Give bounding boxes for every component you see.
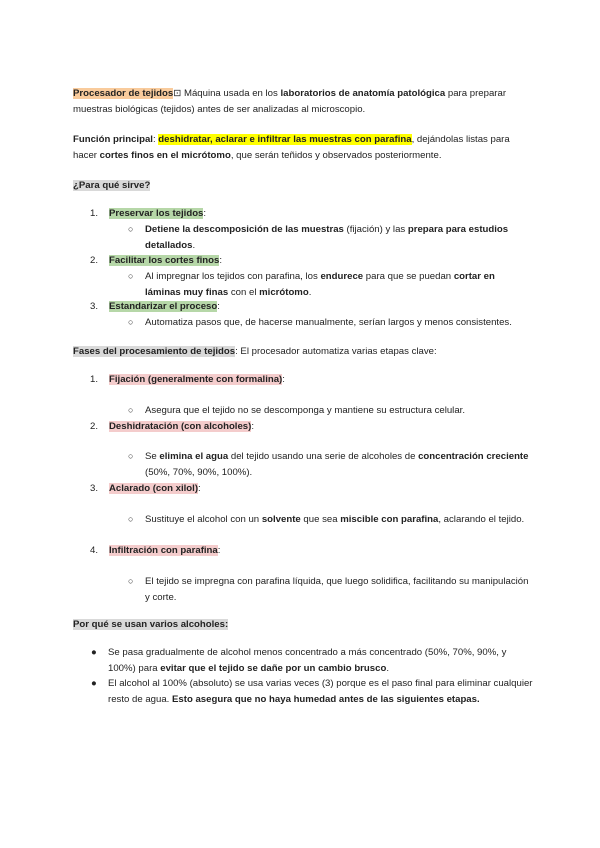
detail-text: Al impregnar los tejidos con parafina, los xyxy=(145,271,321,282)
purpose-item-detail xyxy=(128,315,533,331)
intro-term: Procesador de tejidos xyxy=(73,88,174,99)
sub-bullet-icon: ○ xyxy=(128,451,134,461)
alcohols-heading xyxy=(73,617,533,633)
function-text-1: , dejándolas listas para hacer xyxy=(73,134,510,161)
phase-item-title: Deshidratación (con alcoholes) xyxy=(109,421,252,432)
list-number: 2. xyxy=(90,255,99,266)
detail-bold: solvente xyxy=(261,514,301,525)
function-colon: : xyxy=(152,134,159,145)
phase-item-detail xyxy=(128,449,533,480)
detail-bold: cortar en láminas muy finas xyxy=(145,271,495,298)
purpose-item-title: Estandarizar el proceso xyxy=(109,301,218,312)
bullet-text: El alcohol al 100% (absoluto) se usa varias veces (3) porque es el paso final para eliminar cualquier resto de agua. xyxy=(108,678,533,705)
intro-paragraph xyxy=(73,86,533,117)
detail-bold: Detiene la descomposición de las muestras xyxy=(145,224,344,235)
item-colon: : xyxy=(282,374,285,385)
detail-text: Sustituye el alcohol con un xyxy=(145,514,262,525)
detail-bold: elimina el agua xyxy=(159,451,229,462)
sub-bullet-icon: ○ xyxy=(128,576,134,586)
function-highlight: deshidratar, aclarar e infiltrar las muestras con parafina xyxy=(158,134,412,145)
alcohols-item xyxy=(91,645,533,676)
list-number: 3. xyxy=(90,301,99,312)
detail-bold: miscible con parafina xyxy=(340,514,439,525)
function-paragraph xyxy=(73,132,533,163)
sub-bullet-icon: ○ xyxy=(128,224,134,234)
intro-bold-1: laboratorios de anatomía patológica xyxy=(280,88,446,99)
phase-item-detail xyxy=(128,574,533,605)
detail-bold: micrótomo xyxy=(259,286,309,298)
detail-bold: endurece xyxy=(320,271,364,282)
intro-text-1: Máquina usada en los xyxy=(181,88,281,99)
item-colon: : xyxy=(251,421,255,432)
purpose-heading xyxy=(73,178,533,194)
detail-text: , aclarando el tejido. xyxy=(438,514,525,525)
intro-text-2: para preparar muestras biológicas (tejidos) antes de ser analizadas al microscopio. xyxy=(73,88,507,115)
item-colon: : xyxy=(217,545,221,556)
sub-bullet-icon: ○ xyxy=(128,405,134,415)
list-number: 3. xyxy=(90,483,99,494)
phases-heading xyxy=(73,344,533,360)
item-colon: : xyxy=(198,483,201,494)
detail-text: Automatiza pasos que, de hacerse manualmente, serían largos y menos consistentes. xyxy=(145,317,512,328)
detail-bold: prepara para estudios detallados xyxy=(145,224,509,251)
list-number: 1. xyxy=(90,374,99,385)
bullet-bold: Esto asegura que no haya humedad antes de las siguientes etapas. xyxy=(172,693,480,705)
purpose-item-title: Facilitar los cortes finos xyxy=(109,255,220,266)
detail-text: El tejido se impregna con parafina líquida, que luego solidifica, facilitando su manipulación y corte. xyxy=(145,576,529,603)
detail-text: para que se puedan xyxy=(363,271,454,282)
purpose-item-title: Preservar los tejidos xyxy=(109,208,204,219)
item-colon: : xyxy=(203,208,207,219)
missing-glyph-icon: ⊡ xyxy=(173,88,182,99)
detail-text: del tejido usando una serie de alcoholes de xyxy=(228,451,419,462)
list-number: 1. xyxy=(90,208,99,219)
detail-bold: concentración creciente xyxy=(418,451,529,462)
function-label: Función principal xyxy=(73,134,153,145)
bullet-icon: ● xyxy=(91,678,97,689)
sub-bullet-icon: ○ xyxy=(128,317,134,327)
detail-text: Se xyxy=(145,451,160,462)
detail-text: . xyxy=(192,239,196,251)
phase-item-title: Fijación (generalmente con formalina) xyxy=(109,374,283,385)
purpose-heading-text: ¿Para qué sirve? xyxy=(73,180,151,191)
phase-item-title: Aclarado (con xilol) xyxy=(109,483,199,494)
detail-text: (fijación) y las xyxy=(343,224,408,235)
detail-text: Asegura que el tejido no se descomponga y mantiene su estructura celular. xyxy=(145,405,465,416)
bullet-text: Se pasa gradualmente de alcohol menos concentrado a más concentrado (50%, 70%, 90%, y 100%) para xyxy=(108,647,507,674)
detail-text: . xyxy=(308,286,312,298)
item-colon: : xyxy=(219,255,223,266)
list-number: 4. xyxy=(90,545,99,556)
purpose-item-detail xyxy=(128,269,533,300)
phase-item-title: Infiltración con parafina xyxy=(109,545,218,556)
detail-text: que sea xyxy=(300,514,341,525)
purpose-item-detail xyxy=(128,222,533,253)
phase-item-detail xyxy=(128,512,533,528)
item-colon: : xyxy=(217,301,220,312)
phase-item-detail xyxy=(128,403,533,419)
sub-bullet-icon: ○ xyxy=(128,514,134,524)
detail-text: (50%, 70%, 90%, 100%). xyxy=(145,466,253,478)
phases-intro: : El procesador automatiza varias etapas clave: xyxy=(235,346,437,357)
detail-text: con el xyxy=(228,286,260,298)
sub-bullet-icon: ○ xyxy=(128,271,134,281)
phases-heading-text: Fases del procesamiento de tejidos xyxy=(73,346,236,357)
bullet-text: . xyxy=(386,662,389,674)
alcohols-item xyxy=(91,676,533,707)
bullet-icon: ● xyxy=(91,647,97,658)
function-text-2: , que serán teñidos y observados posteriormente. xyxy=(230,149,442,161)
function-bold-1: cortes finos en el micrótomo xyxy=(99,149,231,161)
list-number: 2. xyxy=(90,421,99,432)
alcohols-heading-text: Por qué se usan varios alcoholes: xyxy=(73,619,229,630)
bullet-bold: evitar que el tejido se dañe por un cambio brusco xyxy=(160,662,387,674)
